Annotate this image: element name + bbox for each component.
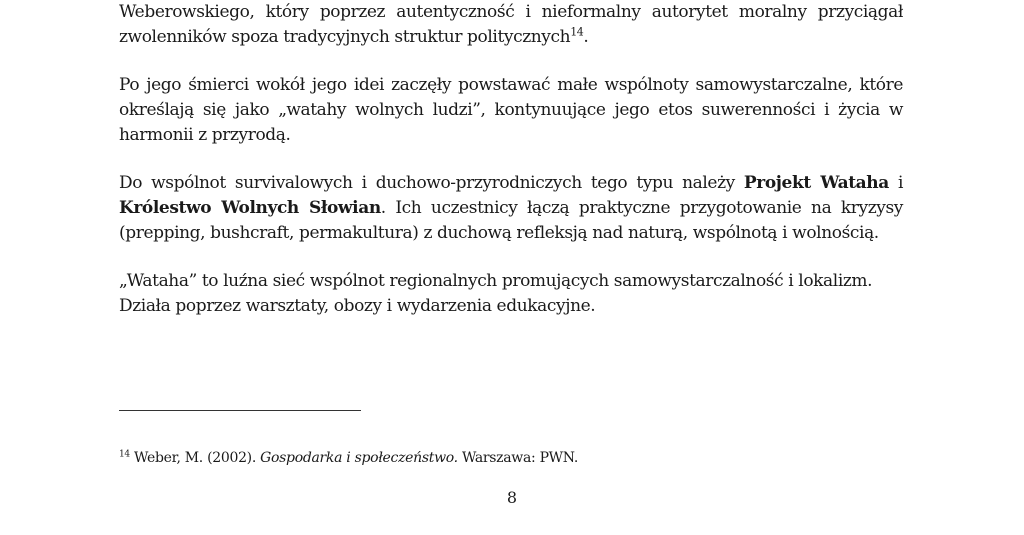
paragraph-text: Po jego śmierci wokół jego idei zaczęły powstawać małe wspólnoty samowystarczalne, które określają się jako „watahy wolnych ludzi”, kontynuujące jego etos suwerenności i życia w harmonii z przyrodą.	[119, 75, 903, 145]
paragraph-text: „Wataha” to luźna sieć wspólnot regionalnych promujących samowystarczalność i lokalizm. Działa poprzez warsztaty, obozy i wydarzenia edukacyjne.	[119, 271, 873, 316]
paragraph-communities	[119, 73, 903, 148]
page-number: 8	[506, 488, 518, 507]
footnote-author: Weber, M. (2002).	[129, 450, 261, 466]
footnote-publisher: Warszawa: PWN.	[457, 450, 578, 466]
document-body	[119, 0, 903, 342]
paragraph-text-start: Do wspólnot survivalowych i duchowo-przyrodniczych tego typu należy	[119, 173, 744, 193]
footnote-separator	[119, 410, 361, 411]
paragraph-wataha-network	[119, 269, 903, 319]
footnote-title: Gospodarka i społeczeństwo.	[260, 450, 458, 466]
paragraph-projects	[119, 171, 903, 246]
footnote-number: 14	[119, 449, 130, 460]
paragraph-text-end: .	[583, 27, 589, 47]
paragraph-text: Weberowskiego, który poprzez autentyczność i nieformalny autorytet moralny przyciągał zwolenników spoza tradycyjnych struktur politycznych	[119, 2, 903, 47]
footnote-14	[119, 447, 903, 469]
bold-term-krolestwo-wolnych-slowian: Królestwo Wolnych Słowian	[119, 198, 381, 218]
paragraph-text-conjunction: i	[888, 173, 903, 193]
bold-term-projekt-wataha: Projekt Wataha	[743, 173, 889, 193]
paragraph-text-end: . Ich uczestnicy łączą praktyczne przygotowanie na kryzysy (prepping, bushcraft, permakultura) z duchową refleksją nad naturą, wspólnotą i wolnością.	[119, 198, 903, 243]
paragraph-weber-continuation	[119, 0, 903, 50]
footnote-reference[interactable]: 14	[570, 25, 584, 39]
